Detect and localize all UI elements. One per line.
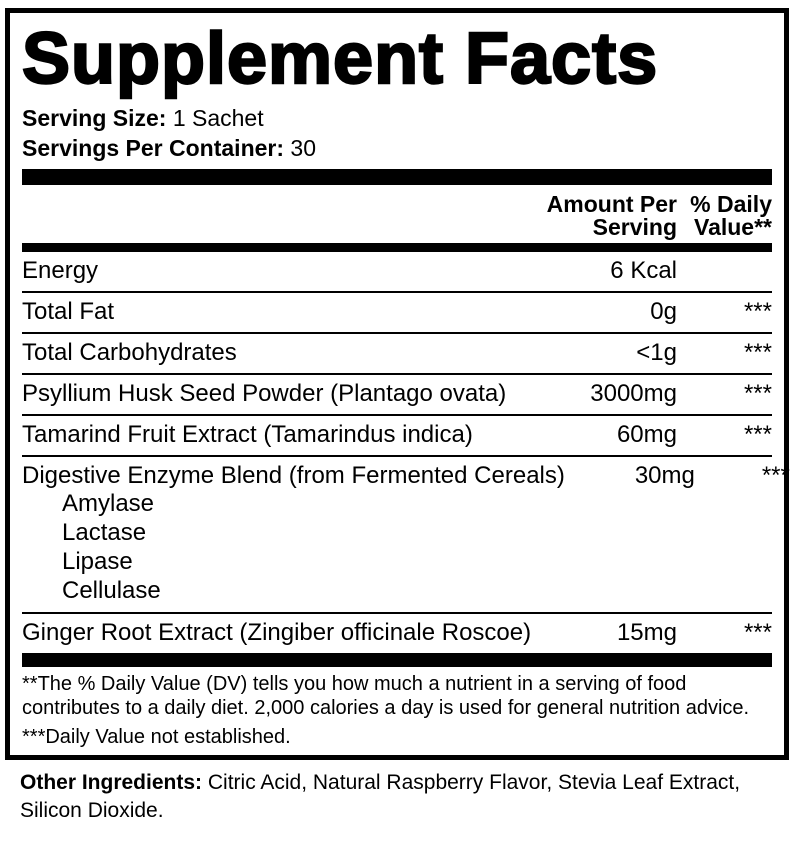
supplement-facts-title: Supplement Facts bbox=[22, 19, 659, 99]
sub-ingredient: Lactase bbox=[62, 519, 147, 547]
nutrient-name: Total Carbohydrates bbox=[22, 339, 237, 367]
nutrient-name: Tamarind Fruit Extract (Tamarindus indica) bbox=[22, 421, 473, 449]
nutrient-row bbox=[22, 414, 772, 455]
nutrient-name: Energy bbox=[22, 257, 99, 285]
other-ingredients bbox=[20, 769, 780, 825]
nutrient-daily-value: *** bbox=[743, 339, 772, 367]
nutrient-name: Psyllium Husk Seed Powder (Plantago ovata) bbox=[22, 380, 507, 408]
nutrient-amount: <1g bbox=[636, 339, 677, 367]
nutrient-daily-value bbox=[677, 258, 772, 284]
medium-divider-header bbox=[22, 243, 772, 252]
thick-divider-top bbox=[22, 169, 772, 185]
supplement-label-page bbox=[0, 8, 794, 847]
daily-value-header-line2: Value** bbox=[694, 214, 772, 241]
daily-value-header bbox=[677, 193, 772, 239]
other-ingredients-value: Citric Acid, Natural Raspberry Flavor, Stevia Leaf Extract, Silicon Dioxide. bbox=[20, 771, 741, 823]
nutrient-daily-value: *** bbox=[743, 298, 772, 326]
nutrient-name: Total Fat bbox=[22, 298, 115, 326]
serving-size-line bbox=[22, 103, 772, 133]
nutrient-amount: 60mg bbox=[616, 421, 677, 449]
nutrient-daily-value: *** bbox=[743, 380, 772, 408]
daily-value-header-line1: % Daily bbox=[690, 191, 772, 218]
nutrient-row bbox=[22, 291, 772, 332]
servings-per-container-value: 30 bbox=[290, 135, 317, 162]
serving-info bbox=[22, 103, 772, 163]
servings-per-container-label: Servings Per Container: bbox=[22, 135, 285, 162]
sub-ingredient: Cellulase bbox=[62, 577, 161, 605]
nutrient-amount: 0g bbox=[650, 298, 677, 326]
nutrient-row bbox=[22, 252, 772, 291]
supplement-facts-panel bbox=[5, 8, 789, 760]
serving-size-label: Serving Size: bbox=[22, 105, 167, 132]
thick-divider-bottom bbox=[22, 653, 772, 667]
amount-per-serving-header bbox=[22, 193, 677, 239]
nutrient-row bbox=[22, 455, 790, 612]
sub-ingredient: Amylase bbox=[62, 490, 155, 518]
daily-value-footnote: **The % Daily Value (DV) tells you how much a nutrient in a serving of food contributes to a daily diet. 2,000 calories a day is used for general nutrition advice. bbox=[22, 673, 750, 720]
nutrient-name: Digestive Enzyme Blend (from Fermented Cereals) bbox=[22, 462, 565, 490]
sub-ingredient: Lipase bbox=[62, 548, 133, 576]
nutrient-amount: 30mg bbox=[634, 462, 695, 490]
other-ingredients-label: Other Ingredients: bbox=[20, 771, 203, 795]
amount-header-line2: Serving bbox=[592, 214, 677, 241]
nutrient-amount: 6 Kcal bbox=[610, 257, 677, 285]
nutrient-amount: 3000mg bbox=[590, 380, 677, 408]
nutrient-name: Ginger Root Extract (Zingiber officinale Roscoe) bbox=[22, 619, 532, 647]
nutrient-daily-value: *** bbox=[743, 421, 772, 449]
not-established-footnote: ***Daily Value not established. bbox=[22, 726, 291, 749]
footnotes bbox=[22, 667, 772, 755]
servings-per-container-line bbox=[22, 133, 772, 163]
serving-size-value: 1 Sachet bbox=[172, 105, 264, 132]
nutrient-row bbox=[22, 612, 772, 653]
nutrient-amount: 15mg bbox=[616, 619, 677, 647]
nutrient-rows bbox=[22, 252, 790, 653]
nutrient-daily-value: *** bbox=[743, 619, 772, 647]
column-headers bbox=[22, 185, 772, 243]
nutrient-daily-value: *** bbox=[761, 462, 790, 490]
nutrient-row bbox=[22, 373, 772, 414]
nutrient-row bbox=[22, 332, 772, 373]
amount-header-line1: Amount Per bbox=[546, 191, 677, 218]
